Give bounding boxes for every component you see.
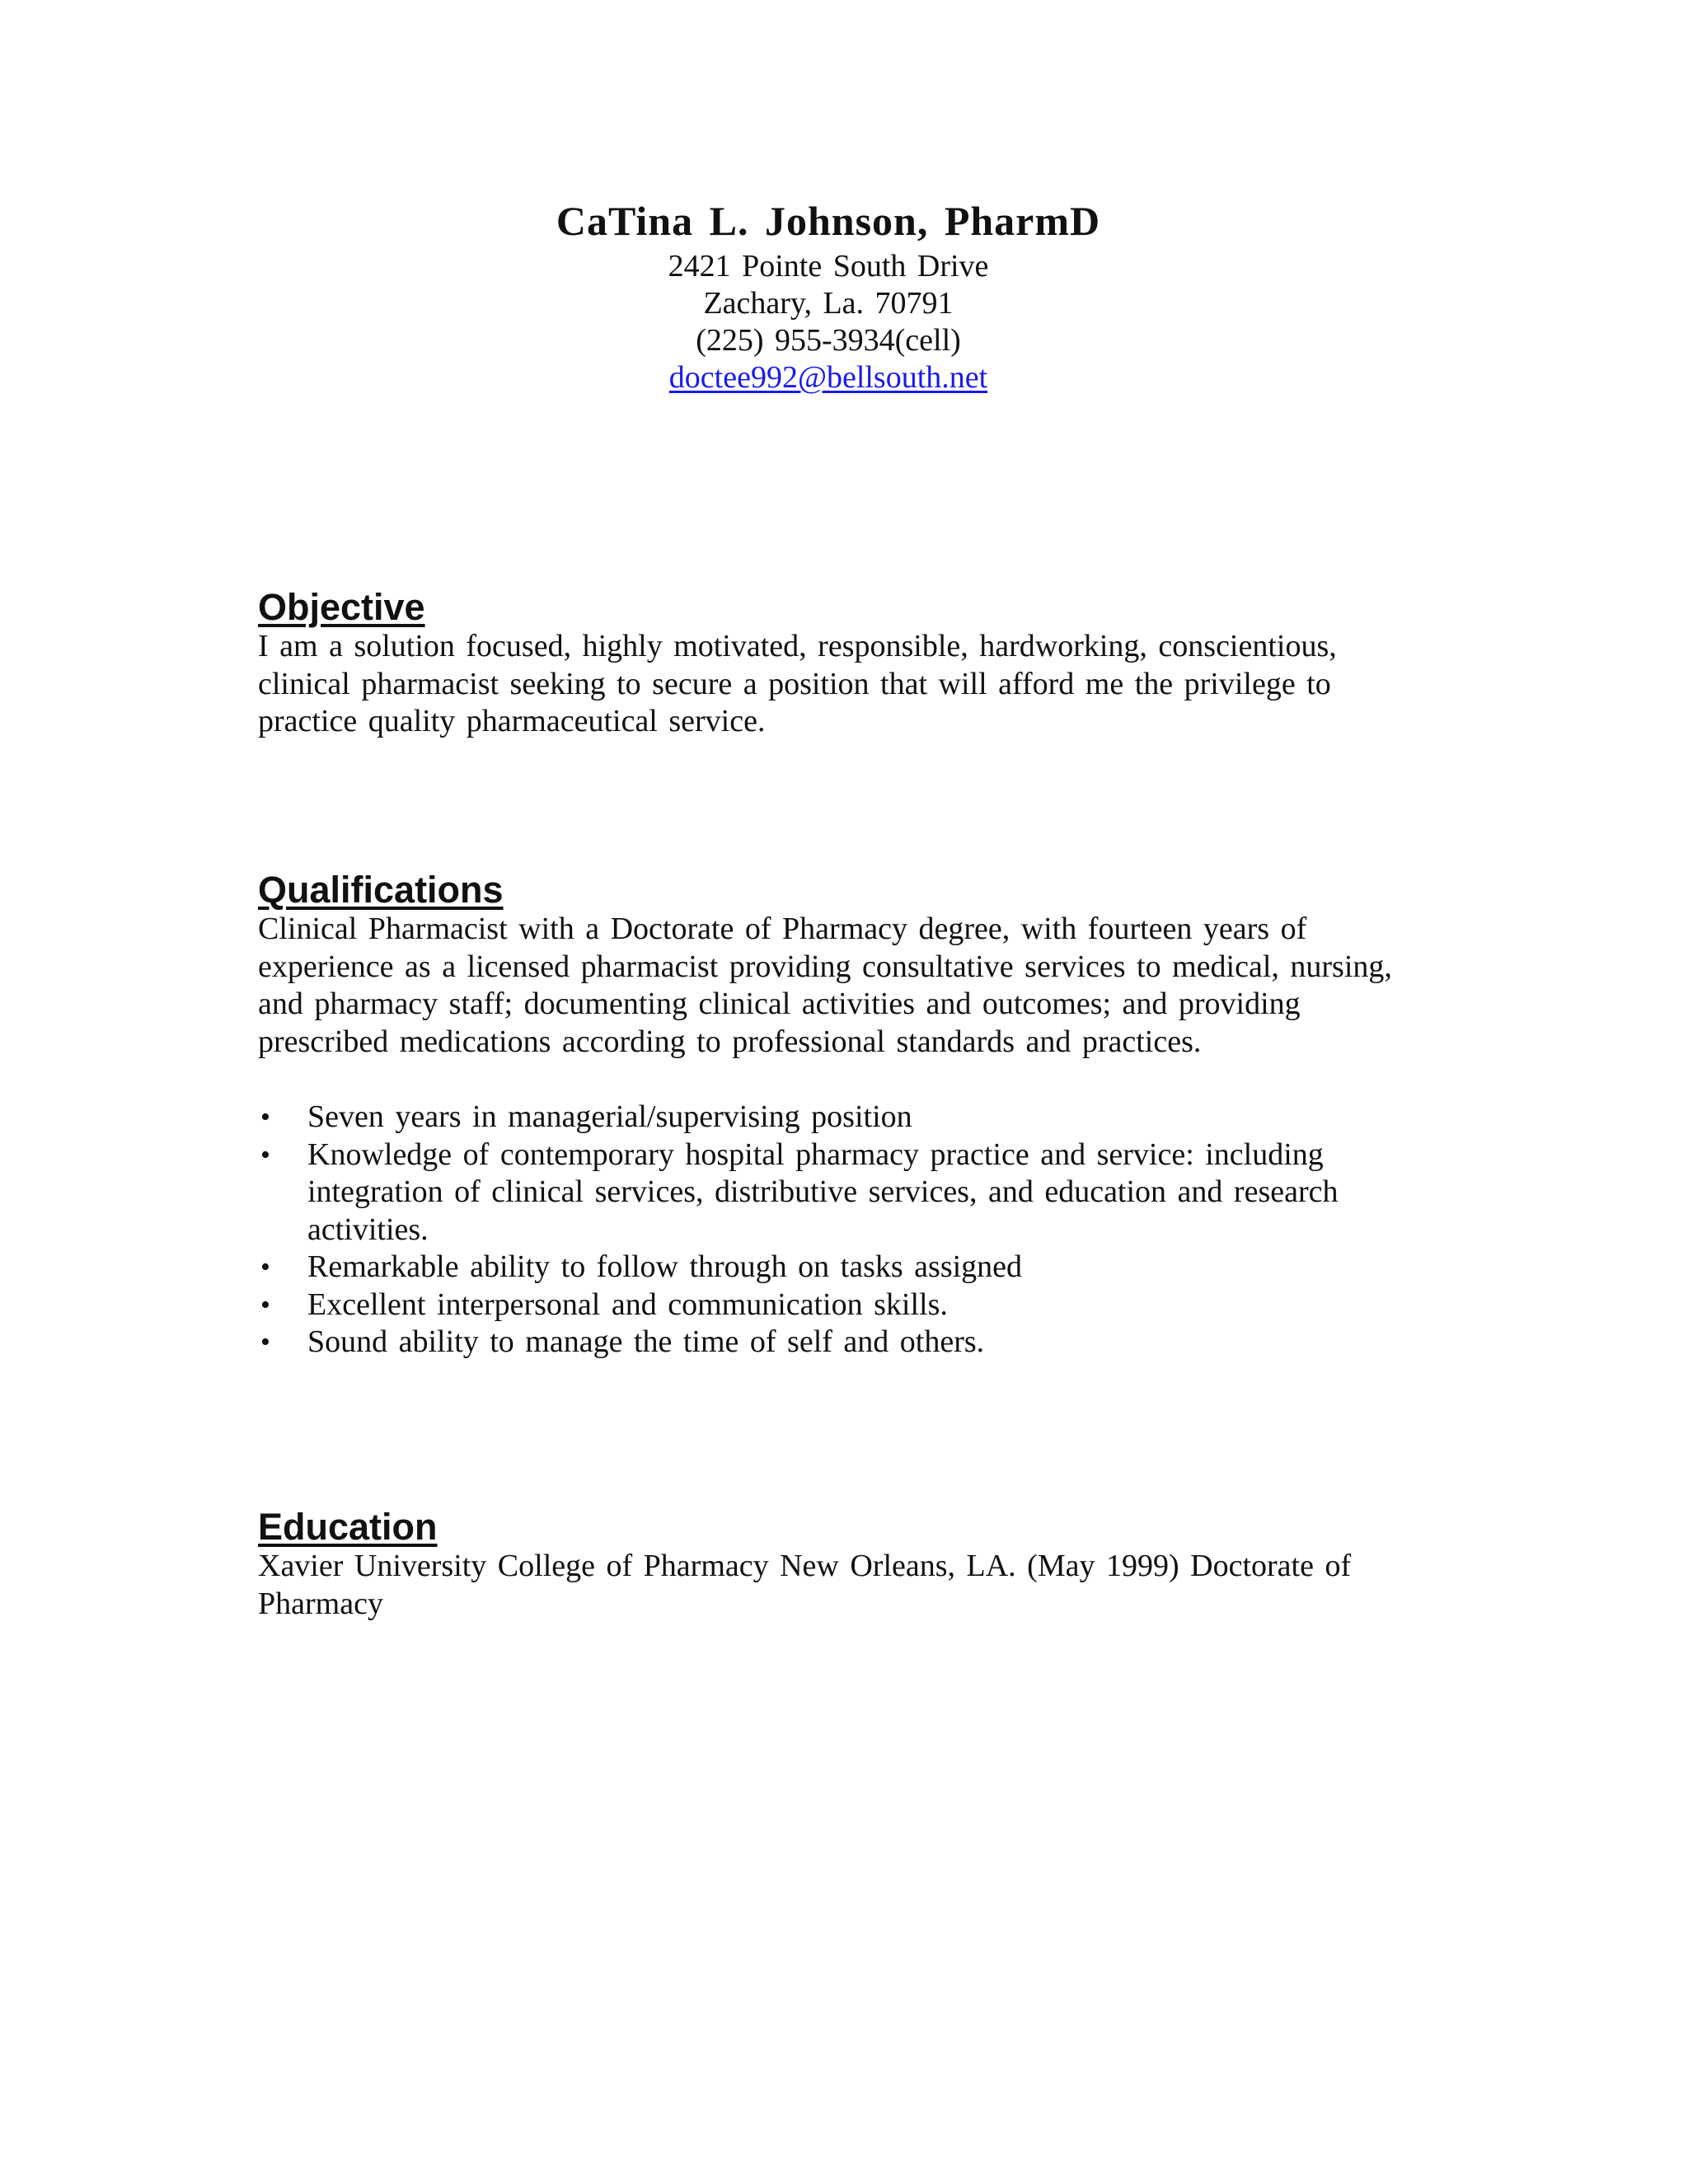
list-item-text: Sound ability to manage the time of self and others. xyxy=(307,1324,985,1359)
education-text: Xavier University College of Pharmacy New Orleans, LA. (May 1999) Doctorate of Pharmacy xyxy=(258,1549,1352,1621)
address-line-2: Zachary, La. 70791 xyxy=(703,286,954,321)
education-heading: Education xyxy=(258,1506,438,1548)
list-item xyxy=(258,1099,1412,1137)
list-item xyxy=(258,1324,1412,1361)
qualifications-list xyxy=(258,1099,1412,1361)
objective-section xyxy=(258,587,1412,741)
qualifications-section xyxy=(258,869,1412,1361)
objective-text: I am a solution focused, highly motivated, responsible, hardworking, conscientious, clinical pharmacist seeking to secure a position that will afford me the privilege to practice quality pharmaceutical service. xyxy=(258,629,1337,738)
list-item xyxy=(258,1137,1412,1249)
list-item-text: Seven years in managerial/supervising position xyxy=(307,1099,912,1134)
objective-heading: Objective xyxy=(258,586,425,628)
address-line-1: 2421 Pointe South Drive xyxy=(668,249,989,284)
list-item xyxy=(258,1286,1412,1324)
bullet-icon: • xyxy=(260,1102,270,1132)
bullet-icon: • xyxy=(260,1252,270,1282)
qualifications-heading: Qualifications xyxy=(258,869,504,911)
bullet-icon: • xyxy=(260,1327,270,1357)
email-link[interactable]: doctee992@bellsouth.net xyxy=(668,360,988,395)
education-section xyxy=(258,1507,1412,1623)
bullet-icon: • xyxy=(260,1289,270,1320)
list-item-text: Knowledge of contemporary hospital pharmacy practice and service: including integration of clinical services, distributive services, and education and research activities. xyxy=(307,1137,1339,1247)
list-item xyxy=(258,1249,1412,1286)
phone-number: (225) 955-3934(cell) xyxy=(696,323,961,358)
list-item-text: Remarkable ability to follow through on tasks assigned xyxy=(307,1249,1023,1284)
qualifications-summary: Clinical Pharmacist with a Doctorate of Pharmacy degree, with fourteen years of experience as a licensed pharmacist providing consultative services to medical, nursing, and pharmacy staff; documenting clinical activities and outcomes; and providing prescribed medications according to professional standards and practices. xyxy=(258,912,1392,1059)
candidate-name: CaTina L. Johnson, PharmD xyxy=(556,198,1101,244)
resume-header xyxy=(0,194,1657,396)
email-row xyxy=(0,359,1657,396)
bullet-icon: • xyxy=(260,1139,270,1170)
list-item-text: Excellent interpersonal and communication skills. xyxy=(307,1286,948,1322)
